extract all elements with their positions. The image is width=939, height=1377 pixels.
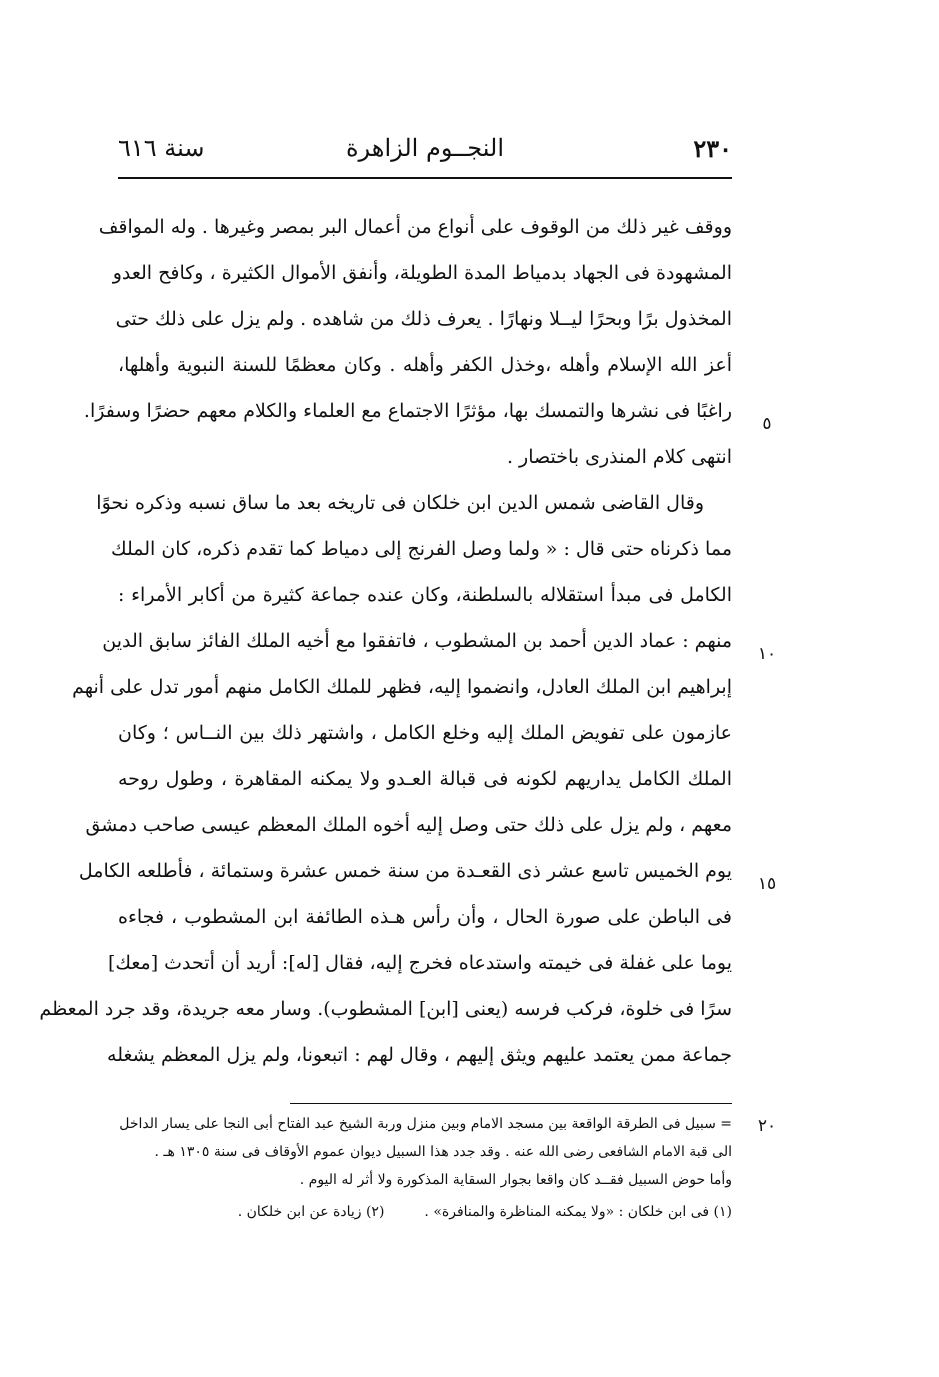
header-rule (118, 177, 732, 179)
text-line: فى الباطن على صورة الحال ، وأن رأس هـذه الطائفة ابن المشطوب ، فجاءه (118, 906, 732, 928)
line-number-15: ١٥ (757, 874, 777, 894)
footnote-continuation-line: الى قبة الامام الشافعى رضى الله عنه . وقد جدد هذا السبيل ديوان عموم الأوقاف فى سنة ١٣٠٥ هـ . (154, 1144, 732, 1160)
text-line: معهم ، ولم يزل على ذلك حتى وصل إليه أخوه الملك المعظم عيسى صاحب دمشق (85, 814, 732, 836)
line-number-5: ٥ (762, 414, 772, 434)
text-line: جماعة ممن يعتمد عليهم ويثق إليهم ، وقال لهم : اتبعونا، ولم يزل المعظم يشغله (107, 1044, 732, 1066)
main-text (39, 204, 732, 1078)
text-line: يوم الخميس تاسع عشر ذى القعـدة من سنة خمس عشرة وستمائة ، فأطلعه الكامل (78, 860, 732, 882)
running-title: النجــوم الزاهرة (345, 134, 505, 162)
footnote-notes (118, 1204, 732, 1220)
text-line: أعز الله الإسلام وأهله ،وخذل الكفر وأهله . وكان معظمًا للسنة النبوية وأهلها، (118, 354, 732, 376)
text-line: إبراهيم ابن الملك العادل، وانضموا إليه، فظهر للملك الكامل منهم أمور تدل على أنهم (72, 676, 732, 698)
footnote-2: (٢) زيادة عن ابن خلكان . (237, 1204, 385, 1220)
text-line: راغبًا فى نشرها والتمسك بها، مؤثرًا الاجتماع مع العلماء والكلام معهم حضرًا وسفرًا. (83, 400, 732, 422)
footnote-1: (١) فى ابن خلكان : «ولا يمكنه المناظرة والمنافرة» . (424, 1204, 732, 1220)
line-number-20: ٢٠ (757, 1116, 777, 1136)
text-line: وقال القاضى شمس الدين ابن خلكان فى تاريخه بعد ما ساق نسبه وذكره نحوًا (96, 492, 704, 514)
text-line: انتهى كلام المنذرى باختصار . (506, 446, 732, 468)
footnote-continuation-line: وأما حوض السبيل فقــد كان واقعا بجوار السقاية المذكورة ولا أثر له اليوم . (299, 1172, 732, 1188)
year-label: سنة ٦١٦ (118, 134, 205, 162)
text-line: سرًا فى خلوة، فركب فرسه (يعنى [ابن] المشطوب). وسار معه جريدة، وقد جرد المعظم (39, 998, 732, 1020)
running-header (118, 130, 732, 170)
line-number-10: ١٠ (757, 644, 777, 664)
text-line: المشهودة فى الجهاد بدمياط المدة الطويلة، وأنفق الأموال الكثيرة ، وكافح العدو (112, 262, 732, 284)
text-line: ووقف غير ذلك من الوقوف على أنواع من أعمال البر بمصر وغيرها . وله المواقف (98, 216, 732, 238)
text-line: مما ذكرناه حتى قال : « ولما وصل الفرنج إلى دمياط كما تقدم ذكره، كان الملك (110, 538, 732, 560)
page-number: ٢٣٠ (693, 134, 732, 163)
text-line: المخذول برًا وبحرًا ليــلا ونهارًا . يعرف ذلك من شاهده . ولم يزل على ذلك حتى (115, 308, 732, 330)
footnotes (118, 1110, 732, 1220)
text-line: منهم : عماد الدين أحمد بن المشطوب ، فاتفقوا مع أخيه الملك الفائز سابق الدين (102, 630, 732, 652)
text-line: يوما على غفلة فى خيمته واستدعاه فخرج إليه، فقال [له]: أريد أن أتحدث [معك] (107, 952, 732, 974)
footnote-separator (290, 1103, 732, 1104)
text-line: عازمون على تفويض الملك إليه وخلع الكامل ، واشتهر ذلك بين النــاس ؛ وكان (118, 722, 732, 744)
text-line: الملك الكامل يداريهم لكونه فى قبالة العـدو ولا يمكنه المقاهرة ، وطول روحه (118, 768, 732, 790)
footnote-continuation-line: = سبيل فى الطرقة الواقعة بين مسجد الامام وبين منزل وربة الشيخ عبد الفتاح أبى النجا على يسار الداخل (119, 1116, 732, 1132)
text-line: الكامل فى مبدأ استقلاله بالسلطنة، وكان عنده جماعة كثيرة من أكابر الأمراء : (118, 584, 732, 606)
